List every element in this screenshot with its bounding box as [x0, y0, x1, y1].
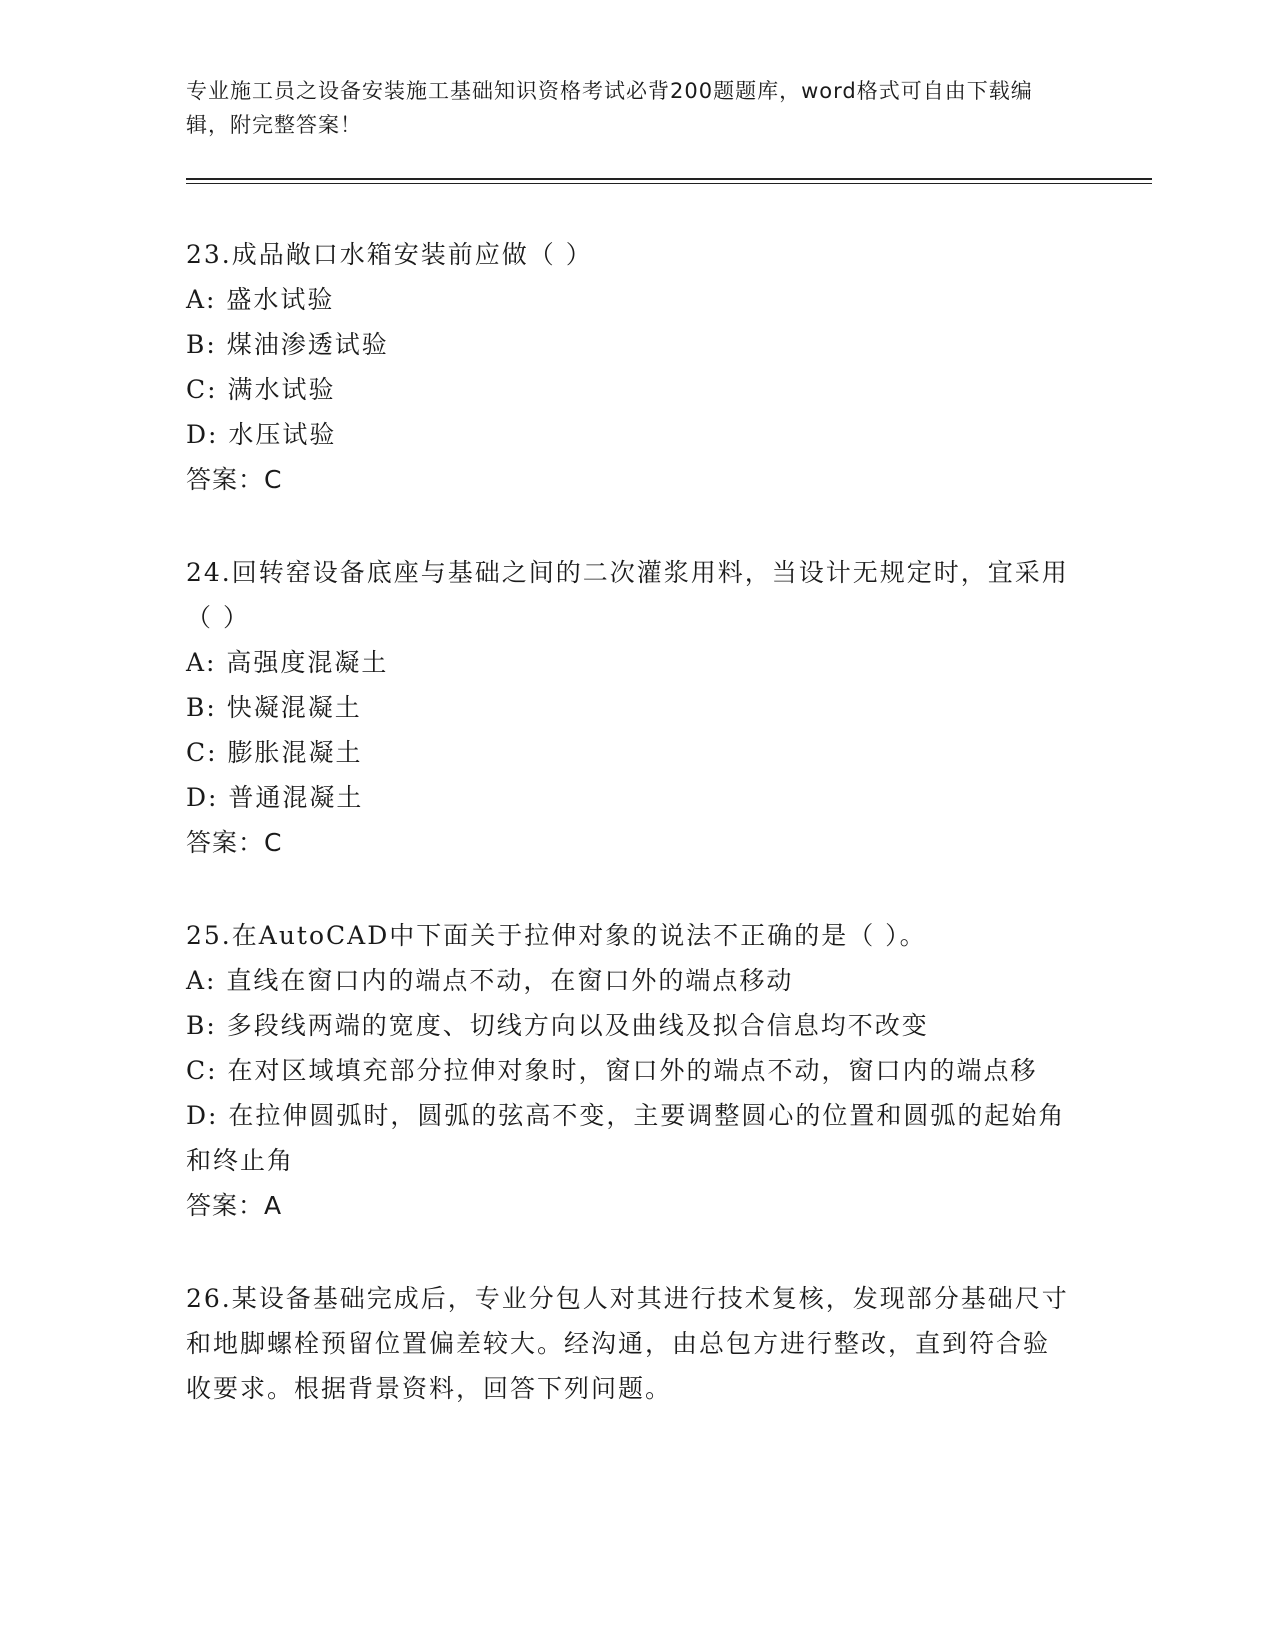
option-c: C: 在对区域填充部分拉伸对象时，窗口外的端点不动，窗口内的端点移	[186, 1056, 1038, 1085]
header-divider-thin	[186, 183, 1152, 184]
option-d: D: 在拉伸圆弧时，圆弧的弦高不变，主要调整圆心的位置和圆弧的起始角和终止角	[186, 1101, 1066, 1175]
document-header: 专业施工员之设备安装施工基础知识资格考试必背200题题库，word格式可自由下载编辑，附完整答案！	[186, 79, 1033, 137]
answer: 答案：A	[186, 1191, 283, 1220]
question-stem: 26.某设备基础完成后，专业分包人对其进行技术复核，发现部分基础尺寸和地脚螺栓预留位置偏差较大。经沟通，由总包方进行整改，直到符合验收要求。根据背景资料，回答下列问题。	[186, 1284, 1069, 1403]
option-d: D: 水压试验	[186, 420, 337, 449]
question-24	[186, 550, 1076, 865]
option-d: D: 普通混凝土	[186, 783, 364, 812]
question-25	[186, 913, 1076, 1228]
question-26	[186, 1276, 1076, 1411]
option-a: A: 高强度混凝土	[186, 648, 389, 677]
header-divider-thick	[186, 178, 1152, 180]
answer: 答案：C	[186, 465, 283, 494]
option-b: B: 多段线两端的宽度、切线方向以及曲线及拟合信息均不改变	[186, 1011, 929, 1040]
option-a: A: 盛水试验	[186, 285, 335, 314]
question-stem: 23.成品敞口水箱安装前应做（ ）	[186, 240, 593, 269]
question-gap	[186, 502, 1076, 550]
question-stem: 24.回转窑设备底座与基础之间的二次灌浆用料，当设计无规定时，宜采用（ ）	[186, 558, 1069, 632]
option-b: B: 煤油渗透试验	[186, 330, 389, 359]
option-c: C: 满水试验	[186, 375, 336, 404]
option-c: C: 膨胀混凝土	[186, 738, 363, 767]
question-list	[186, 232, 1076, 1411]
option-b: B: 快凝混凝土	[186, 693, 362, 722]
answer: 答案：C	[186, 828, 283, 857]
question-gap	[186, 865, 1076, 913]
option-a: A: 直线在窗口内的端点不动，在窗口外的端点移动	[186, 966, 794, 995]
question-gap	[186, 1228, 1076, 1276]
question-23	[186, 232, 1076, 502]
question-stem: 25.在AutoCAD中下面关于拉伸对象的说法不正确的是（ ）。	[186, 921, 927, 950]
